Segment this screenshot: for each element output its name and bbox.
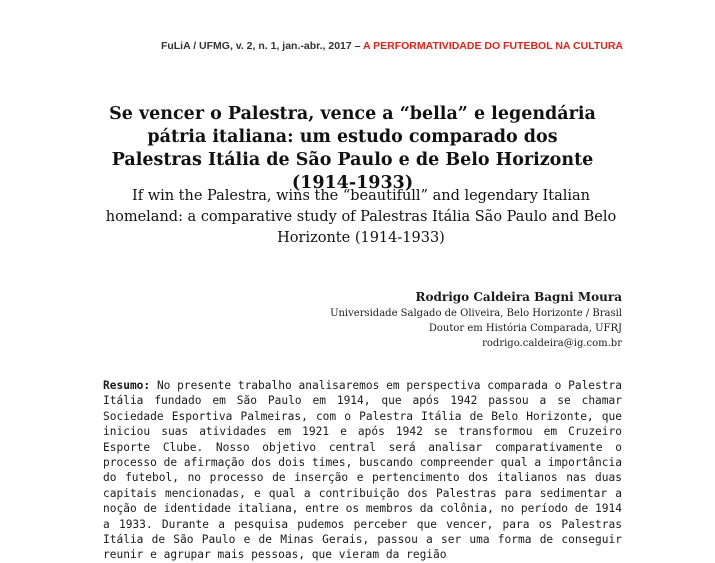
abstract-label: Resumo: xyxy=(103,379,151,392)
author-block xyxy=(330,288,622,351)
abstract-text: No presente trabalho analisaremos em perspectiva comparada o Palestra Itália fundado em São Paulo em 1914, que após 1942 passou a se chamar Sociedade Esportiva Palmeiras, com o Palestra Itália de Belo Horizonte, que iniciou suas atividades em 1921 e após 1942 se transformou em Cruzeiro Esporte Clube. Nosso objetivo central será analisar comparativamente o processo de afirmação dos dois times, buscando compreender qual a importância do futebol, no processo de inserção e pertencimento dos italianos nas duas capitais mencionadas, e qual a contribuição dos Palestras para sedimentar a noção de identidade italiana, entre os membros da colônia, no período de 1914 a 1933. Durante a pesquisa pudemos perceber que vencer, para os Palestras Itália de São Paulo e de Minas Gerais, passou a ser uma forma de conseguir reunir e agrupar mais pessoas, que vieram da região xyxy=(103,379,622,562)
article-title: Se vencer o Palestra, vence a “bella” e legendária pátria italiana: um estudo comparado dos Palestras Itália de São Paulo e de Belo Horizonte (1914-1933) xyxy=(109,104,596,193)
author-affiliation: Universidade Salgado de Oliveira, Belo Horizonte / Brasil xyxy=(330,308,622,319)
author-name: Rodrigo Caldeira Bagni Moura xyxy=(415,290,622,304)
journal-citation: FuLiA / UFMG, v. 2, n. 1, jan.-abr., 2017 – xyxy=(160,40,364,52)
author-email: rodrigo.caldeira@ig.com.br xyxy=(482,338,622,349)
running-header xyxy=(161,40,623,52)
article-title-english: If win the Palestra, wins the “beautifull” and legendary Italian homeland: a comparative study of Palestras Itália São Paulo and Belo Horizonte (1914-1933) xyxy=(105,188,617,246)
author-degree: Doutor em História Comparada, UFRJ xyxy=(428,323,622,334)
section-name: A PERFORMATIVIDADE DO FUTEBOL NA CULTURA xyxy=(363,40,623,52)
abstract xyxy=(103,378,622,563)
